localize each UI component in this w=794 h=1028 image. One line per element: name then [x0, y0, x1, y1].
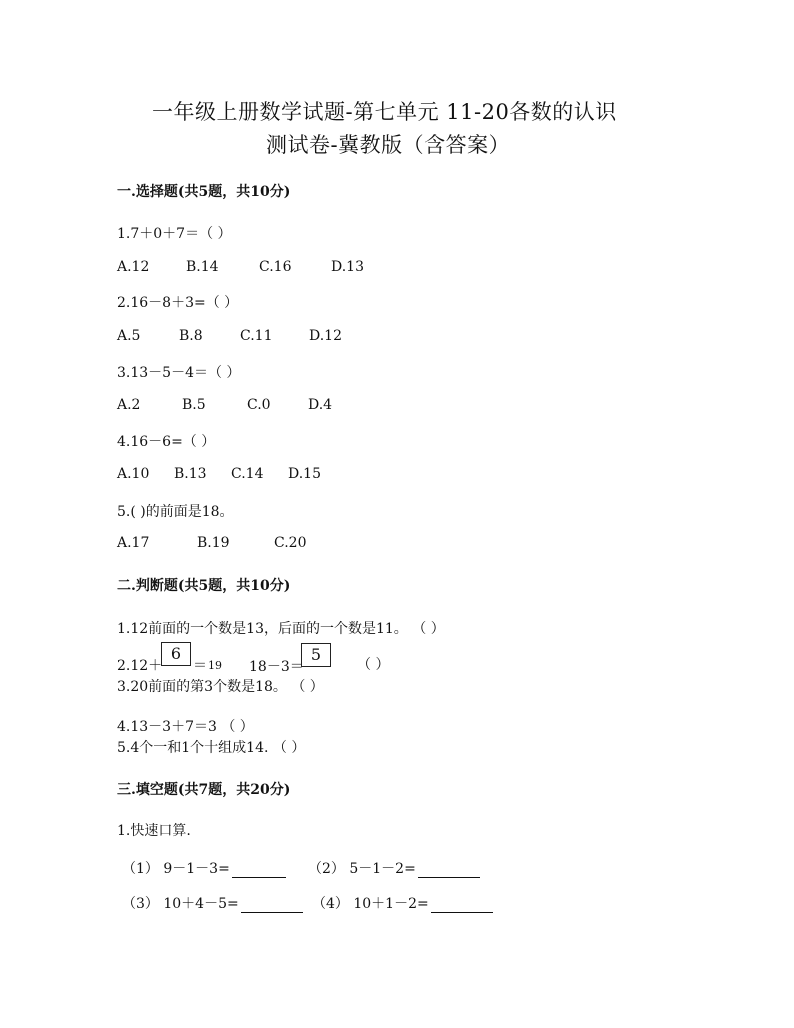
- option: C.16: [259, 259, 292, 275]
- fill-item-1: [122, 858, 286, 878]
- answer-blank[interactable]: [232, 862, 286, 878]
- question-1-5: 5.( )的前面是18。: [117, 504, 234, 520]
- option: A.2: [117, 397, 141, 413]
- question-1-3: 3.13－5－4＝（ ）: [117, 365, 241, 381]
- option: D.12: [309, 328, 342, 344]
- fill-item-label: （2） 5－1－2=: [308, 861, 416, 877]
- option: B.8: [179, 328, 203, 344]
- option: D.13: [331, 259, 364, 275]
- section-heading-judge: 二.判断题(共5题，共10分): [117, 578, 291, 594]
- answer-box: 6: [161, 642, 191, 666]
- option: B.5: [182, 397, 206, 413]
- answer-box: 5: [301, 643, 331, 667]
- question-2-2-expr: 18－3＝: [249, 659, 304, 675]
- result-value: 19: [208, 659, 222, 672]
- fill-item-3: [122, 893, 303, 913]
- option: C.20: [274, 535, 307, 551]
- option: C.14: [231, 466, 264, 482]
- question-2-5: 5.4个一和1个十组成14. （ ）: [117, 740, 306, 756]
- question-1-2: 2.16－8＋3=（ ）: [117, 295, 239, 311]
- section-heading-choice: 一.选择题(共5题，共10分): [117, 184, 291, 200]
- option: B.19: [197, 535, 230, 551]
- question-2-1: 1.12前面的一个数是13，后面的一个数是11。 （ ）: [117, 621, 445, 637]
- option: C.0: [247, 397, 271, 413]
- fill-item-label: （3） 10＋4－5=: [122, 896, 239, 912]
- answer-blank[interactable]: [418, 862, 480, 878]
- equals-sign: ＝: [193, 658, 207, 674]
- option: C.11: [240, 328, 273, 344]
- option: B.14: [186, 259, 219, 275]
- answer-paren: （ ）: [357, 657, 390, 673]
- option: A.10: [117, 466, 150, 482]
- fill-item-2: [308, 858, 480, 878]
- answer-blank[interactable]: [431, 897, 493, 913]
- question-2-3: 3.20前面的第3个数是18。 （ ）: [117, 679, 324, 695]
- question-2-2-prefix: 2.12＋: [117, 658, 163, 674]
- fill-item-label: （1） 9－1－3=: [122, 861, 230, 877]
- question-1-1: 1.7＋0＋7＝（ ）: [117, 226, 232, 242]
- option: A.5: [117, 328, 141, 344]
- option: B.13: [174, 466, 207, 482]
- doc-title-line1: 一年级上册数学试题-第七单元 11-20各数的认识: [152, 100, 617, 124]
- question-3-1: 1.快速口算.: [117, 823, 191, 839]
- option: A.12: [117, 259, 150, 275]
- question-1-4: 4.16－6=（ ）: [117, 434, 216, 450]
- section-heading-fill: 三.填空题(共7题，共20分): [117, 782, 291, 798]
- option: D.4: [308, 397, 333, 413]
- question-2-4: 4.13－3＋7＝3 （ ）: [117, 719, 254, 735]
- option: A.17: [117, 535, 150, 551]
- fill-item-label: （4） 10＋1－2=: [312, 896, 429, 912]
- answer-blank[interactable]: [241, 897, 303, 913]
- fill-item-4: [312, 893, 493, 913]
- option: D.15: [288, 466, 321, 482]
- doc-title-line2: 测试卷-冀教版（含答案）: [266, 133, 511, 157]
